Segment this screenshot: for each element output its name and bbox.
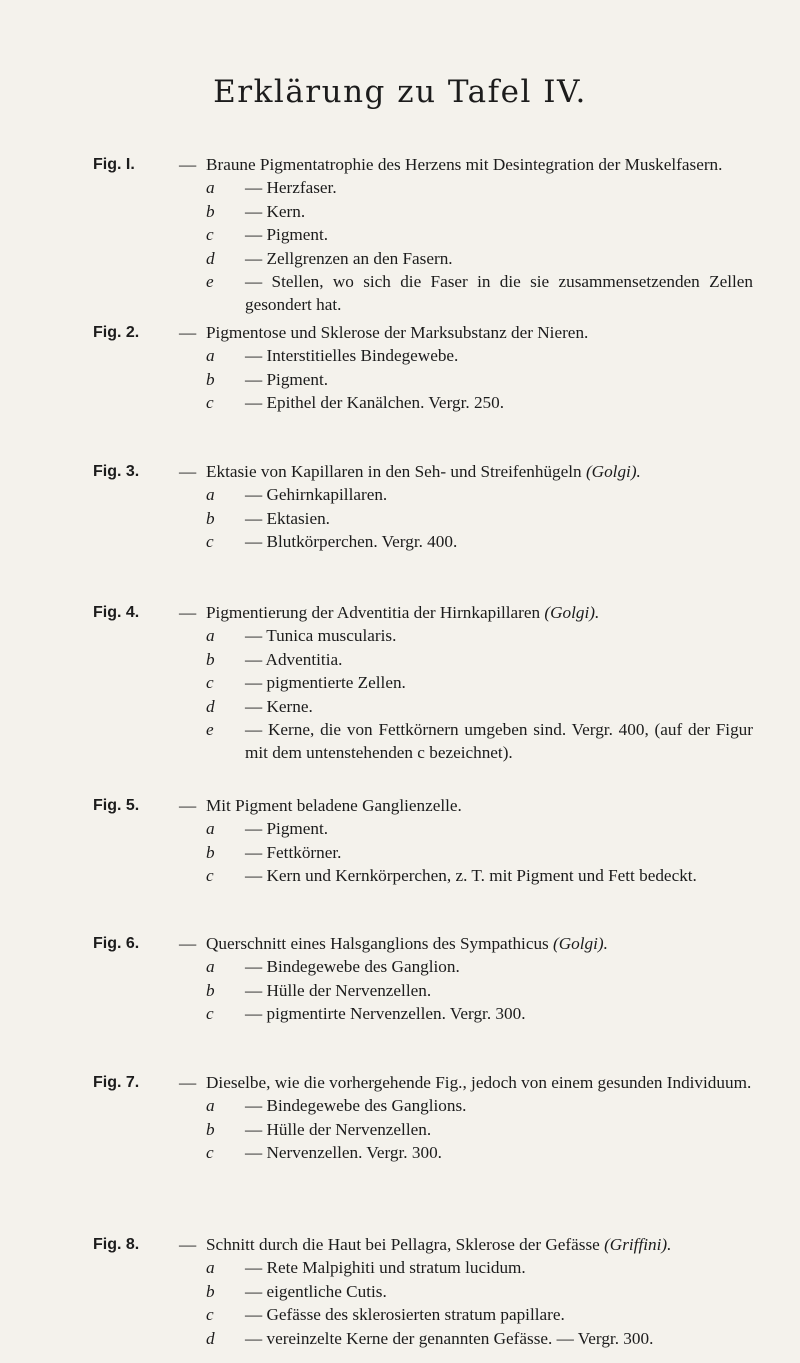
legend-item (93, 270, 753, 317)
legend-text: — pigmentirte Nervenzellen. Vergr. 300. (245, 1004, 526, 1024)
legend-key: e (206, 720, 214, 740)
legend-key: b (206, 649, 215, 669)
figure-entry (93, 601, 753, 765)
legend-item (93, 1327, 753, 1350)
legend-text: — Kerne, die von Fettkörnern umgeben sind. Vergr. 400, (auf der Figur mit dem untenstehenden c bezeichnet). (245, 720, 753, 763)
legend-key: c (206, 393, 214, 413)
legend-item (93, 483, 753, 506)
figure-entry (93, 460, 753, 554)
dash: — (179, 603, 197, 622)
figure-entry (93, 1233, 753, 1350)
figure-label: Fig. 2. (93, 324, 140, 341)
legend-item (93, 695, 753, 718)
figure-entry (93, 321, 753, 415)
figure-description-text: Dieselbe, wie die vorhergehende Fig., jedoch von einem gesunden Individuum. (206, 1073, 752, 1092)
legend-key: a (206, 346, 215, 366)
legend-key: b (206, 980, 215, 1000)
figure-label: Fig. 3. (93, 463, 140, 480)
legend-item (93, 864, 753, 887)
legend-text: — Gefässe des sklerosierten stratum papillare. (245, 1305, 565, 1325)
figure-label: Fig. 6. (93, 935, 140, 952)
legend-item (93, 648, 753, 671)
figure-description-text: Pigmentose und Sklerose der Marksubstanz der Nieren. (206, 323, 589, 342)
legend-text: — Stellen, wo sich die Faser in die sie zusammensetzenden Zellen gesondert hat. (245, 272, 753, 315)
legend-key: c (206, 1143, 214, 1163)
legend-text: — Hülle der Nervenzellen. (245, 980, 432, 1000)
legend-text: — Interstitielles Bindegewebe. (245, 346, 459, 366)
figure-description (179, 460, 753, 483)
legend-key: b (206, 369, 215, 389)
dash: — (179, 462, 197, 481)
legend-text: — Herzfaser. (245, 178, 337, 198)
legend-item (93, 718, 753, 765)
legend-key: d (206, 696, 215, 716)
legend-text: — Fettkörner. (245, 842, 342, 862)
legend-key: d (206, 248, 215, 268)
legend-text: — Zellgrenzen an den Fasern. (245, 248, 453, 268)
dash: — (179, 796, 197, 815)
dash: — (179, 323, 197, 342)
figure-source: (Golgi). (585, 462, 641, 481)
figure-label: Fig. 8. (93, 1236, 140, 1253)
legend-item (93, 1256, 753, 1279)
legend-item (93, 200, 753, 223)
legend-text: — Kerne. (245, 696, 313, 716)
legend-text: — Pigment. (245, 225, 329, 245)
legend-key: c (206, 1305, 214, 1325)
legend-key: a (206, 485, 215, 505)
legend-key: a (206, 819, 215, 839)
figure-entry (93, 794, 753, 888)
figure-description (179, 1233, 753, 1256)
legend-key: b (206, 1281, 215, 1301)
legend-key: b (206, 201, 215, 221)
figure-description-text: Pigmentierung der Adventitia der Hirnkapillaren (206, 603, 541, 622)
legend-text: — Rete Malpighiti und stratum lucidum. (245, 1258, 526, 1278)
legend-text: — eigentliche Cutis. (245, 1281, 387, 1301)
legend-item (93, 391, 753, 414)
figure-entry (93, 153, 753, 317)
figure-description (179, 932, 753, 955)
legend-text: — Pigment. (245, 369, 329, 389)
figure-description (179, 601, 753, 624)
legend-item (93, 530, 753, 553)
legend-item (93, 1141, 753, 1164)
legend-key: c (206, 1004, 214, 1024)
legend-text: — Pigment. (245, 819, 329, 839)
legend-key: b (206, 508, 215, 528)
legend-text: — Epithel der Kanälchen. Vergr. 250. (245, 393, 505, 413)
figure-source: (Golgi). (553, 934, 608, 953)
legend-item (93, 671, 753, 694)
dash: — (179, 1235, 197, 1254)
figure-entry (93, 1071, 753, 1165)
figure-description (179, 321, 753, 344)
legend-text: — pigmentierte Zellen. (245, 673, 406, 693)
legend-key: b (206, 1119, 215, 1139)
legend-text: — Kern und Kernkörperchen, z. T. mit Pigment und Fett bedeckt. (245, 866, 697, 886)
figure-description (179, 1071, 753, 1094)
figure-label: Fig. 4. (93, 604, 140, 621)
legend-item (93, 223, 753, 246)
figure-description (179, 794, 753, 817)
legend-item (93, 1303, 753, 1326)
legend-text: — Nervenzellen. Vergr. 300. (245, 1143, 442, 1163)
figure-source: (Griffini). (604, 1235, 672, 1254)
legend-key: e (206, 272, 214, 292)
legend-item (93, 979, 753, 1002)
legend-key: a (206, 1096, 215, 1116)
legend-text: — Bindegewebe des Ganglion. (245, 957, 460, 977)
legend-item (93, 247, 753, 270)
dash: — (179, 934, 197, 953)
figure-source: (Golgi). (544, 603, 600, 622)
legend-item (93, 176, 753, 199)
figure-label: Fig. 7. (93, 1074, 140, 1091)
legend-text: — Ektasien. (245, 508, 330, 528)
legend-item (93, 817, 753, 840)
legend-key: a (206, 178, 215, 198)
legend-key: a (206, 957, 215, 977)
legend-key: a (206, 626, 215, 646)
figure-entry (93, 932, 753, 1026)
legend-item (93, 1280, 753, 1303)
legend-item (93, 1002, 753, 1025)
figure-description (179, 153, 753, 176)
legend-item (93, 1094, 753, 1117)
page-title: Erklärung zu Tafel IV. (213, 74, 587, 110)
legend-text: — Tunica muscularis. (245, 626, 397, 646)
legend-key: d (206, 1328, 215, 1348)
legend-key: c (206, 673, 214, 693)
legend-item (93, 344, 753, 367)
figure-label: Fig. 5. (93, 797, 140, 814)
figure-label: Fig. I. (93, 156, 135, 173)
dash: — (179, 155, 197, 174)
legend-key: c (206, 532, 214, 552)
legend-text: — Bindegewebe des Ganglions. (245, 1096, 467, 1116)
legend-text: — Adventitia. (245, 649, 343, 669)
legend-item (93, 955, 753, 978)
legend-key: a (206, 1258, 215, 1278)
legend-text: — Kern. (245, 201, 306, 221)
figure-description-text: Mit Pigment beladene Ganglienzelle. (206, 796, 462, 815)
figure-description-text: Schnitt durch die Haut bei Pellagra, Sklerose der Gefässe (206, 1235, 600, 1254)
figure-description-text: Braune Pigmentatrophie des Herzens mit Desintegration der Muskelfasern. (206, 155, 723, 174)
legend-text: — vereinzelte Kerne der genannten Gefässe. — Vergr. 300. (245, 1328, 654, 1348)
dash: — (179, 1073, 197, 1092)
legend-item (93, 368, 753, 391)
legend-item (93, 507, 753, 530)
legend-key: c (206, 225, 214, 245)
legend-text: — Blutkörperchen. Vergr. 400. (245, 532, 458, 552)
legend-text: — Gehirnkapillaren. (245, 485, 388, 505)
figure-description-text: Ektasie von Kapillaren in den Seh- und Streifenhügeln (206, 462, 582, 481)
legend-key: b (206, 842, 215, 862)
legend-text: — Hülle der Nervenzellen. (245, 1119, 432, 1139)
legend-key: c (206, 866, 214, 886)
figure-description-text: Querschnitt eines Halsganglions des Sympathicus (206, 934, 549, 953)
legend-item (93, 1118, 753, 1141)
legend-item (93, 841, 753, 864)
legend-item (93, 624, 753, 647)
